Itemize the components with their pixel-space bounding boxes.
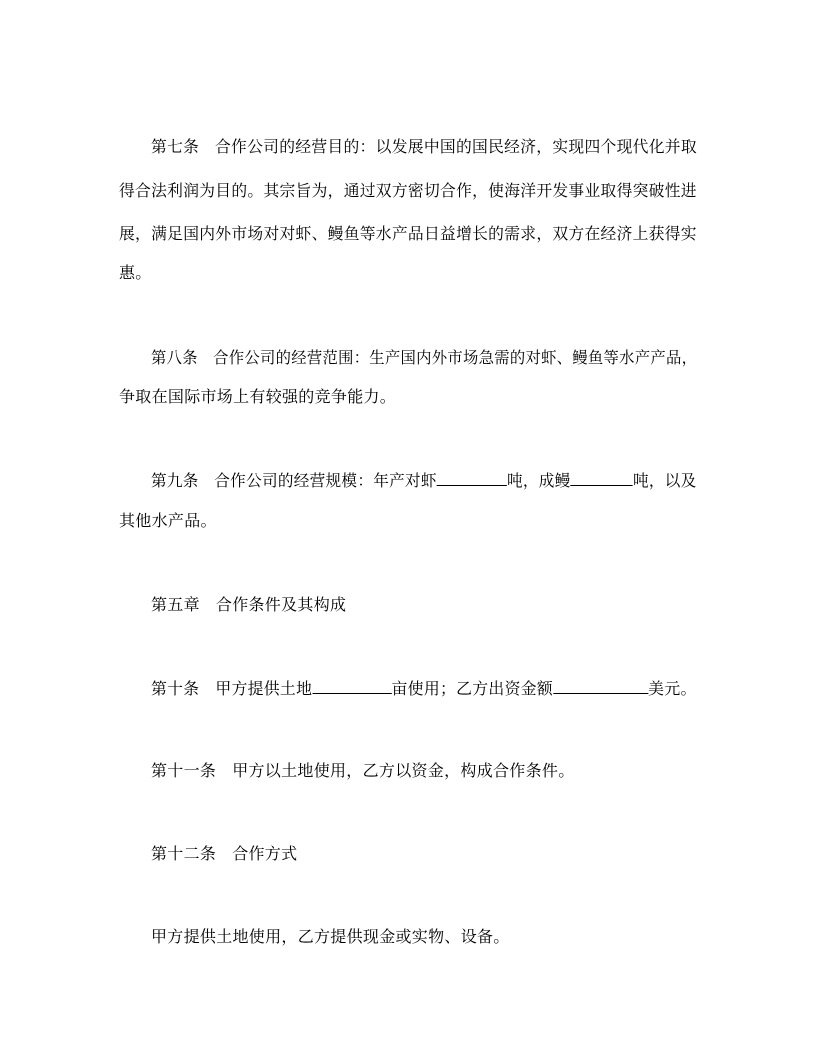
article-11-text: 甲方以土地使用，乙方以资金，构成合作条件。: [232, 761, 575, 780]
land-area-blank: [312, 678, 391, 694]
article-7-line-1: [151, 137, 697, 157]
article-11-line: [151, 761, 575, 781]
article-10-line: [151, 678, 697, 698]
article-12-line: [151, 844, 297, 864]
article-10-text-b: 亩使用；乙方出资金额: [391, 679, 554, 698]
article-12-heading: 第十二条: [151, 844, 217, 863]
article-7-line-3: 展，满足国内外市场对对虾、鳗鱼等水产品日益增长的需求，双方在经济上获得实: [119, 224, 697, 243]
chapter-5-heading: 第五章: [151, 595, 200, 614]
article-7-line-4: 惠。: [119, 263, 152, 282]
article-12-title: 合作方式: [232, 844, 298, 863]
article-7-heading: 第七条: [151, 137, 200, 156]
article-8-text-1: 合作公司的经营范围：生产国内外市场急需的对虾、鳗鱼等水产产品，: [213, 348, 698, 367]
article-11-heading: 第十一条: [151, 761, 217, 780]
article-9-line-1: [151, 470, 697, 490]
article-9-line-2: 其他水产品。: [119, 511, 217, 530]
shrimp-output-blank: [437, 470, 507, 486]
article-8-line-1: [151, 348, 697, 368]
article-10-text-a: 甲方提供土地: [215, 679, 313, 698]
article-9-heading: 第九条: [151, 471, 199, 490]
article-9-text-b: 吨，成鳗: [506, 471, 571, 490]
cooperation-method-paragraph: 甲方提供土地使用，乙方提供现金或实物、设备。: [151, 927, 510, 946]
chapter-5-title-line: [151, 595, 346, 615]
article-7-text-1: 合作公司的经营目的：以发展中国的国民经济，实现四个现代化并取: [214, 137, 697, 156]
article-10-text-c: 美元。: [648, 679, 697, 698]
article-8-line-2: 争取在国际市场上有较强的竞争能力。: [119, 387, 397, 406]
article-9-text-c: 吨，以及: [632, 471, 697, 490]
eel-output-blank: [571, 470, 633, 486]
article-9-text-a: 合作公司的经营规模：年产对虾: [214, 471, 437, 490]
capital-amount-blank: [553, 678, 648, 694]
chapter-5-title: 合作条件及其构成: [215, 595, 347, 614]
article-7-line-2: 得合法利润为目的。其宗旨为，通过双方密切合作，使海洋开发事业取得突破性进: [119, 181, 697, 200]
article-10-heading: 第十条: [151, 679, 200, 698]
article-8-heading: 第八条: [151, 348, 198, 367]
